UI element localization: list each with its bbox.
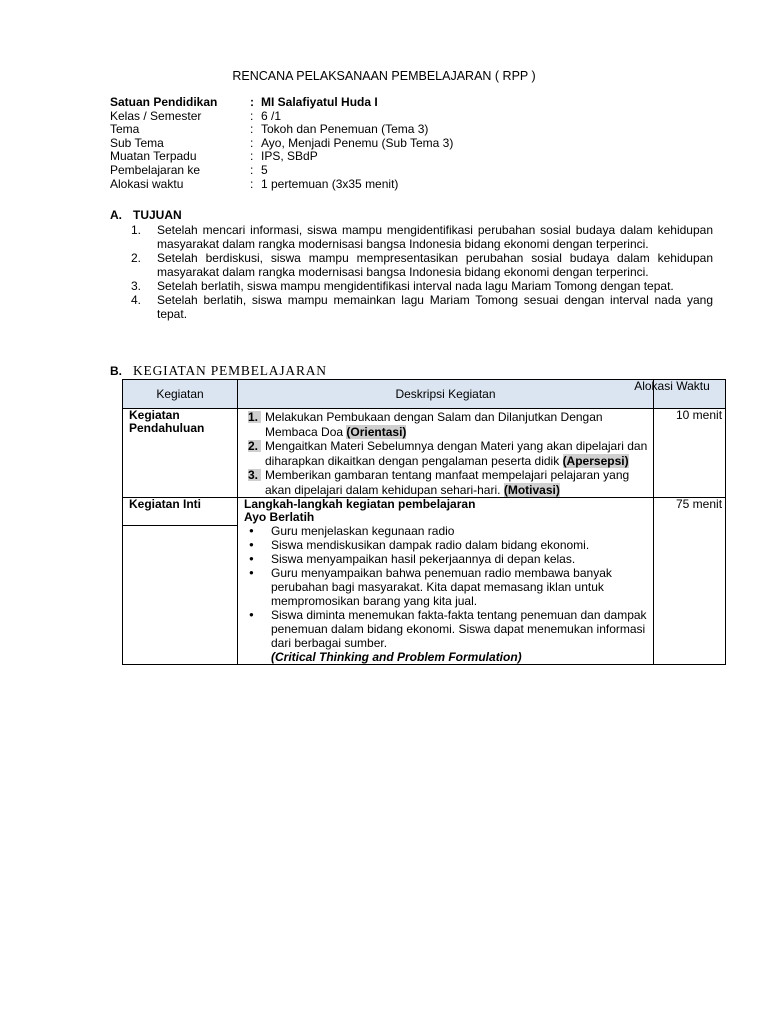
step-text: Memberikan gambaran tentang manfaat mempelajari pelajaran yang akan dipelajari dalam kehidupan sehari-hari.	[265, 468, 630, 497]
list-item	[238, 410, 653, 439]
list-text: Setelah mencari informasi, siswa mampu mengidentifikasi perubahan sosial budaya dalam kehidupan masyarakat dalam rangka modernisasi bangsa Indonesia bidang ekonomi dengan terperinci.	[157, 223, 713, 251]
info-value: Ayo, Menjadi Penemu (Sub Tema 3)	[261, 135, 454, 150]
list-text: Setelah berlatih, siswa mampu memainkan lagu Mariam Tomong sesuai dengan interval nada yang tepat.	[157, 293, 713, 321]
info-row-alokasi	[110, 178, 453, 192]
section-b-heading	[110, 363, 327, 379]
info-sep: :	[250, 122, 254, 137]
list-number: 2.	[131, 251, 142, 265]
list-item	[131, 293, 713, 321]
deskripsi-cell	[238, 498, 654, 665]
section-title: KEGIATAN PEMBELAJARAN	[133, 363, 327, 378]
info-label: Satuan Pendidikan	[110, 95, 218, 109]
list-item: ● Siswa diminta menemukan fakta-fakta tentang penemuan dan dampak penemuan dalam bidang ekonomi. Siswa dapat menemukan informasi dari berbagai sumber.	[238, 608, 653, 650]
info-sep: :	[250, 162, 254, 177]
kegiatan-label-cell	[123, 498, 238, 665]
table-row	[123, 498, 726, 665]
kegiatan-table	[122, 379, 726, 665]
header-alokasi-label: Alokasi Waktu	[634, 379, 710, 393]
info-label: Pembelajaran ke	[110, 162, 201, 177]
identity-block	[110, 96, 453, 191]
alokasi-cell: 75 menit	[654, 498, 726, 665]
list-item	[238, 468, 653, 497]
list-number: 1.	[131, 223, 142, 237]
info-label: Muatan Terpadu	[110, 149, 197, 164]
step-number: 3.	[248, 469, 261, 481]
page-title: RENCANA PELAKSANAAN PEMBELAJARAN ( RPP )	[232, 69, 536, 83]
info-label: Kelas / Semester	[110, 108, 202, 123]
deskripsi-cell	[238, 409, 654, 498]
list-item: ● Guru menjelaskan kegunaan radio	[238, 524, 653, 538]
info-value: MI Salafiyatul Huda I	[261, 95, 378, 109]
kegiatan-label: Kegiatan Inti	[123, 498, 237, 526]
list-item	[131, 279, 713, 293]
step-tag: (Motivasi)	[503, 482, 560, 497]
list-number: 4.	[131, 293, 142, 307]
info-sep: :	[250, 176, 254, 191]
info-value: IPS, SBdP	[261, 149, 318, 164]
info-row-muatan	[110, 150, 453, 164]
info-label: Sub Tema	[110, 135, 164, 150]
info-value: 6 /1	[261, 108, 282, 123]
step-tag: (Apersepsi)	[562, 453, 629, 468]
header-deskripsi: Deskripsi Kegiatan	[238, 380, 654, 409]
info-value: 1 pertemuan (3x35 menit)	[261, 176, 399, 191]
list-item	[131, 251, 713, 279]
list-item	[238, 439, 653, 468]
list-item: ● Guru menyampaikan bahwa penemuan radio membawa banyak perubahan bagi masyarakat. Kita dapat memasang iklan untuk mempromosikan barang yang kita jual.	[238, 566, 653, 608]
step-text: Melakukan Pembukaan dengan Salam dan Dilanjutkan Dengan Membaca Doa	[265, 410, 603, 439]
inti-subheading: Ayo Berlatih	[244, 510, 315, 524]
info-row-subtema	[110, 137, 453, 151]
kegiatan-label: Kegiatan Pendahuluan	[123, 409, 238, 498]
section-number: A.	[110, 208, 122, 222]
info-sep: :	[250, 95, 254, 109]
info-row-pembelajaran	[110, 164, 453, 178]
alokasi-cell: 10 menit	[654, 409, 726, 498]
info-value: Tokoh dan Penemuan (Tema 3)	[261, 122, 429, 137]
list-number: 3.	[131, 279, 142, 293]
step-text: Mengaitkan Materi Sebelumnya dengan Materi yang akan dipelajari dan diharapkan dikaitkan dengan pengalaman peserta didik	[265, 439, 648, 468]
section-title: TUJUAN	[133, 208, 182, 222]
section-number: B.	[110, 364, 122, 378]
step-list	[238, 410, 653, 497]
info-value: 5	[261, 162, 268, 177]
section-a-heading	[110, 208, 182, 222]
step-tag: (Orientasi)	[346, 424, 407, 439]
bullet-list	[238, 524, 653, 650]
table-row	[123, 409, 726, 498]
list-text: Setelah berdiskusi, siswa mampu mempresentasikan perubahan sosial budaya dalam kehidupan masyarakat dalam rangka modernisasi bangsa Indonesia bidang ekonomi dengan terperinci.	[157, 251, 713, 279]
list-text: Setelah berlatih, siswa mampu mengidentifikasi interval nada lagu Mariam Tomong dengan tepat.	[157, 279, 674, 293]
list-item: ● Siswa menyampaikan hasil pekerjaannya di depan kelas.	[238, 552, 653, 566]
info-row-tema	[110, 123, 453, 137]
info-sep: :	[250, 149, 254, 164]
list-item: ● Siswa mendiskusikan dampak radio dalam bidang ekonomi.	[238, 538, 653, 552]
table-header-row	[123, 380, 726, 409]
info-sep: :	[250, 108, 254, 123]
closing-note: (Critical Thinking and Problem Formulation)	[271, 650, 522, 664]
step-number: 1.	[248, 411, 261, 423]
tujuan-list	[131, 223, 713, 321]
header-alokasi	[634, 379, 726, 409]
step-number: 2.	[248, 440, 261, 452]
info-label: Tema	[110, 122, 140, 137]
info-label: Alokasi waktu	[110, 176, 184, 191]
list-item	[131, 223, 713, 251]
info-row-satuan	[110, 96, 453, 110]
header-kegiatan: Kegiatan	[123, 380, 238, 409]
info-row-kelas	[110, 110, 453, 124]
info-sep: :	[250, 135, 254, 150]
inti-heading: Langkah-langkah kegiatan pembelajaran	[244, 497, 476, 511]
